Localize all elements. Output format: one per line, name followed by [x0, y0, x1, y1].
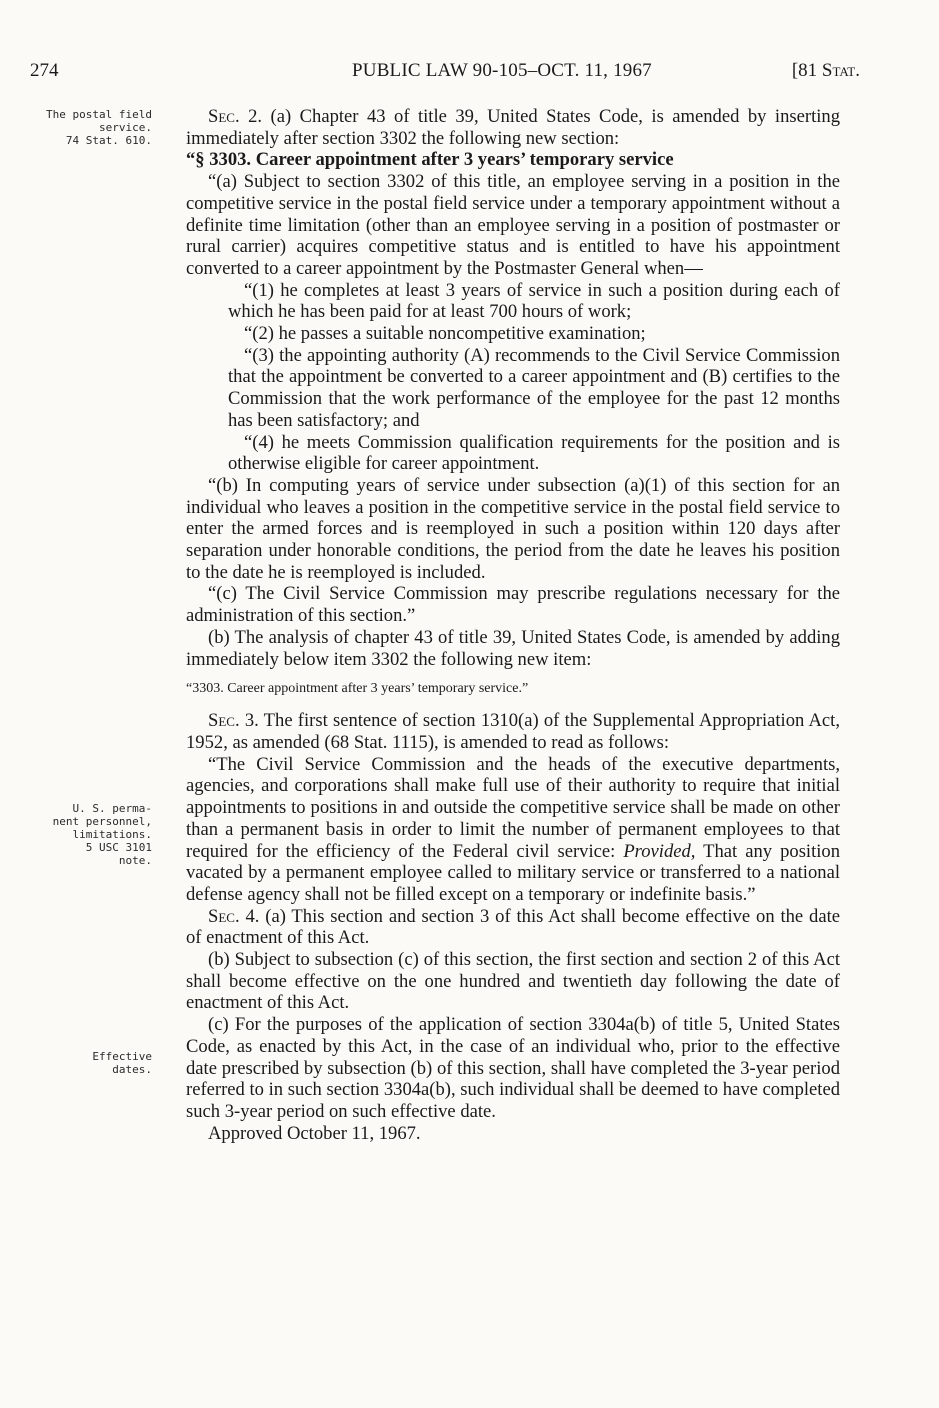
section-3-quoted-text: “The Civil Service Commission and the heads of the executive departments, agencies, and corporations shall make full use of their authority to require that initial appointments to positions in and outside the competitive service shall be made on other than a permanent basis in order to limit the number of permanent employees to that required for the efficiency of the Federal civil service: Provided, That any position vacated by a permanent employee called to military service or transferred to a national defense agency shall not be filled except on a temporary or indefinite basis.” — [186, 753, 841, 905]
subsection-a: “(a) Subject to section 3302 of this title, an employee serving in a position in the competitive service in the postal field service under a temporary appointment without a definite time limitation (other than an employee serving in a position of postmaster or rural carrier) acquires competitive status and is entitled to have his appointment converted to a career appointment by the Postmaster General when— — [186, 171, 840, 279]
provided-italic: Provided, — [623, 840, 696, 862]
analysis-amendment: (b) The analysis of chapter 43 of title 39, United States Code, is amended by adding immediately below item 3302 the following new item: — [186, 626, 840, 670]
page-header — [30, 60, 860, 86]
new-item-3303: “3303. Career appointment after 3 years’ temporary service.” — [186, 681, 529, 697]
approval-date: Approved October 11, 1967. — [208, 1122, 421, 1144]
margin-note-effective-dates: Effective dates. — [92, 1050, 152, 1076]
section-3303-heading: “§ 3303. Career appointment after 3 years’ temporary service — [186, 149, 674, 171]
subsection-c: “(c) The Civil Service Commission may prescribe regulations necessary for the administration of this section.” — [186, 583, 840, 627]
paragraph-1: “(1) he completes at least 3 years of service in such a position during each of which he has been paid for at least 700 hours of work; — [228, 279, 840, 323]
paragraph-3: “(3) the appointing authority (A) recommends to the Civil Service Commission that the appointment be converted to a career appointment and (B) certifies to the Commission that the work performance of the employee for the past 12 months has been satisfactory; and — [228, 344, 840, 431]
section-4-a: Sec. 4. (a) This section and section 3 of this Act shall become effective on the date of enactment of this Act. — [186, 905, 840, 949]
margin-note-postal-field-service: The postal field service. 74 Stat. 610. — [46, 108, 152, 147]
statute-volume: [81 Stat. — [791, 60, 860, 81]
margin-note-permanent-personnel: U. S. perma- nent personnel, limitations. 5 USC 3101 note. — [52, 802, 152, 867]
section-2-intro: Sec. 2. (a) Chapter 43 of title 39, United States Code, is amended by inserting immediately after section 3302 the following new section: — [186, 106, 840, 149]
section-3-intro: Sec. 3. The first sentence of section 1310(a) of the Supplemental Appropriation Act, 1952, as amended (68 Stat. 1115), is amended to read as follows: — [186, 710, 840, 753]
paragraph-2: “(2) he passes a suitable noncompetitive examination; — [244, 323, 646, 345]
page-title: PUBLIC LAW 90-105–OCT. 11, 1967 — [352, 60, 652, 81]
page-number: 274 — [30, 60, 59, 81]
subsection-b: “(b) In computing years of service under subsection (a)(1) of this section for an individual who leaves a position in the competitive service in the postal field service to enter the armed forces and is reemployed in such a position within 120 days after separation under honorable conditions, the period from the date he leaves his position to the date he is reemployed is included. — [186, 474, 840, 583]
paragraph-4: “(4) he meets Commission qualification requirements for the position and is otherwise eligible for career appointment. — [228, 431, 840, 475]
section-4-c: (c) For the purposes of the application of section 3304a(b) of title 5, United States Code, as enacted by this Act, in the case of an individual who, prior to the effective date prescribed by subsection (b) of this section, shall have completed the 3-year period referred to in such section 3304a(b), such individual shall be deemed to have completed such 3-year period on such effective date. — [186, 1014, 840, 1122]
statute-body — [186, 106, 840, 1144]
section-4-b: (b) Subject to subsection (c) of this section, the first section and section 2 of this Act shall become effective on the one hundred and twentieth day following the date of enactment of this Act. — [186, 949, 840, 1014]
